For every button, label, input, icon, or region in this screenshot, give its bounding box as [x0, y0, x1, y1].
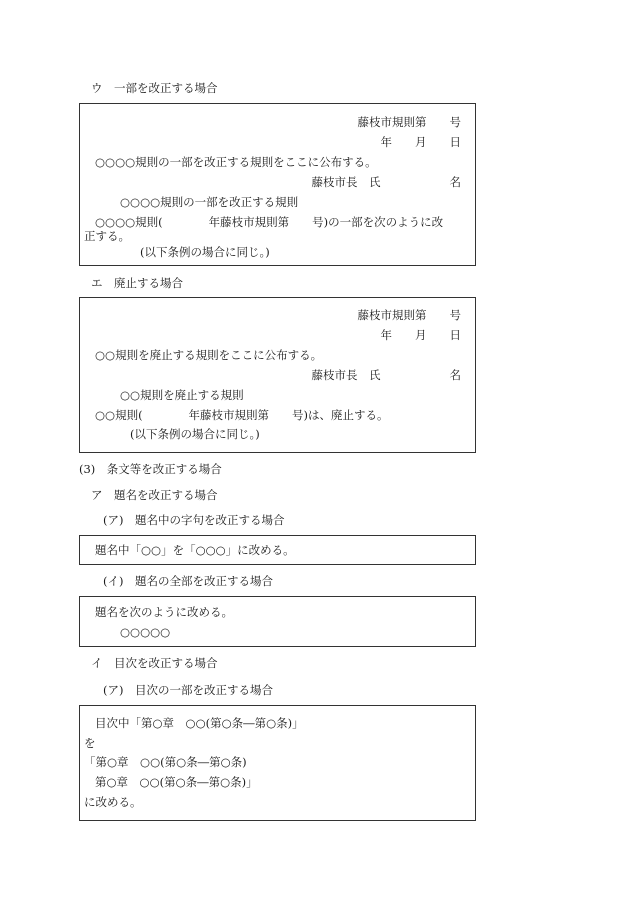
date-line: 年 月 日 — [380, 328, 461, 342]
rule-title: ○○○○規則の一部を改正する規則 — [120, 195, 299, 209]
heading-partial-amendment: ウ 一部を改正する場合 — [91, 81, 218, 95]
toc-line-5: に改める。 — [84, 795, 142, 809]
toc-line-3: 「第○章 ○○(第○条―第○条) — [84, 755, 247, 769]
toc-line-2: を — [84, 736, 96, 750]
date-line: 年 月 日 — [380, 135, 461, 149]
note-line: (以下条例の場合に同じ。) — [130, 427, 260, 441]
heading-title-full-amendment: (イ) 題名の全部を改正する場合 — [103, 574, 273, 588]
toc-line-1: 目次中「第○章 ○○(第○条―第○条)」 — [95, 716, 304, 730]
heading-title-phrase-amendment: (ア) 題名中の字句を改正する場合 — [103, 513, 285, 527]
heading-toc-partial-amendment: (ア) 目次の一部を改正する場合 — [103, 683, 273, 697]
repeal-box — [79, 297, 476, 453]
body-line-1: ○○規則( 年藤枝市規則第 号)は、廃止する。 — [95, 408, 389, 422]
rule-number: 藤枝市規則第 号 — [357, 115, 461, 129]
promulgation-line: ○○○○規則の一部を改正する規則をここに公布する。 — [95, 155, 377, 169]
heading-toc-amendment: イ 目次を改正する場合 — [91, 656, 218, 670]
toc-partial-box — [79, 705, 476, 821]
partial-amendment-box — [79, 103, 476, 266]
title-phrase-box — [79, 535, 476, 565]
title-full-line-2: ○○○○○ — [120, 625, 171, 639]
heading-repeal: エ 廃止する場合 — [91, 276, 183, 290]
signer-line: 藤枝市長 氏 名 — [311, 175, 461, 189]
body-line-2: 正する。 — [84, 229, 130, 243]
heading-article-amendment: (3) 条文等を改正する場合 — [79, 462, 222, 476]
title-phrase-text: 題名中「○○」を「○○○」に改める。 — [95, 543, 295, 557]
signer-line: 藤枝市長 氏 名 — [311, 368, 461, 382]
body-line-1: ○○○○規則( 年藤枝市規則第 号)の一部を次のように改 — [95, 215, 444, 229]
promulgation-line: ○○規則を廃止する規則をここに公布する。 — [95, 348, 323, 362]
title-full-line-1: 題名を次のように改める。 — [95, 605, 233, 619]
toc-line-4: 第○章 ○○(第○条―第○条)」 — [95, 775, 258, 789]
rule-title: ○○規則を廃止する規則 — [120, 388, 244, 402]
heading-title-amendment: ア 題名を改正する場合 — [91, 488, 218, 502]
note-line: (以下条例の場合に同じ。) — [140, 245, 270, 259]
title-full-box — [79, 596, 476, 647]
rule-number: 藤枝市規則第 号 — [357, 308, 461, 322]
